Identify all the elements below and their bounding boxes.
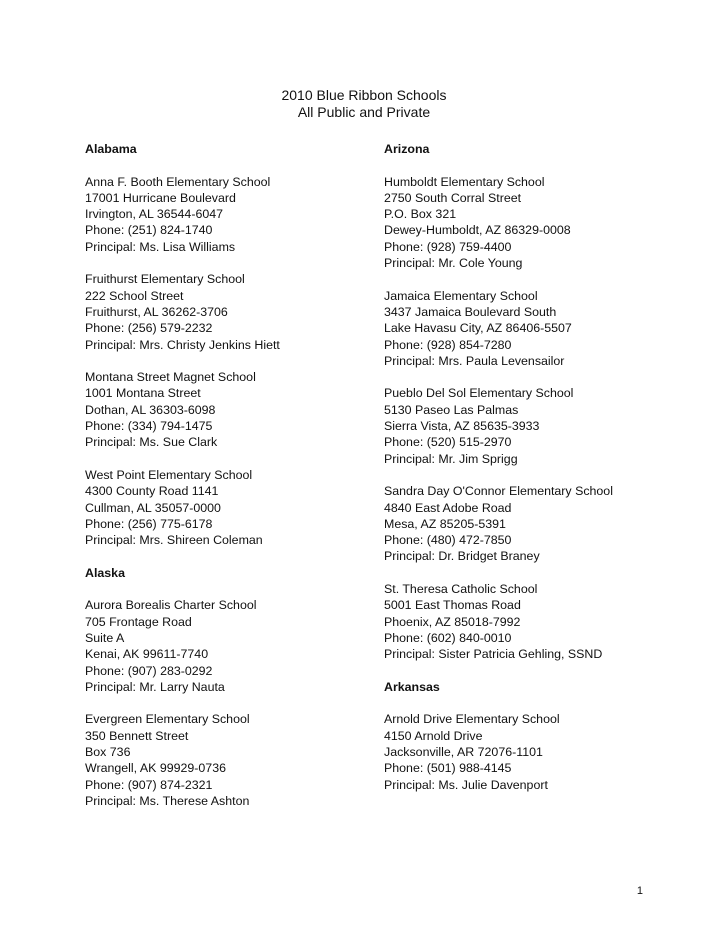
address-line: Wrangell, AK 99929-0736 <box>85 761 226 776</box>
school-entry <box>85 174 375 255</box>
phone-line: Phone: (928) 854-7280 <box>384 337 512 352</box>
state-heading-alabama: Alabama <box>85 142 137 156</box>
school-name: Arnold Drive Elementary School <box>384 712 560 727</box>
phone-line: Phone: (928) 759-4400 <box>384 239 512 254</box>
address-line: Phoenix, AZ 85018-7992 <box>384 614 521 629</box>
state-heading-alaska: Alaska <box>85 565 125 580</box>
principal-line: Principal: Sister Patricia Gehling, SSND <box>384 647 603 662</box>
school-entry <box>85 467 375 548</box>
principal-line: Principal: Ms. Julie Davenport <box>384 777 548 792</box>
phone-line: Phone: (907) 874-2321 <box>85 777 213 792</box>
address-line: 5001 East Thomas Road <box>384 598 521 613</box>
phone-line: Phone: (256) 775-6178 <box>85 516 213 531</box>
school-entry <box>85 597 375 695</box>
document-subtitle: All Public and Private <box>297 104 431 120</box>
school-entry <box>85 711 375 809</box>
address-line: 4150 Arnold Drive <box>384 728 483 743</box>
principal-line: Principal: Mr. Jim Sprigg <box>384 451 518 466</box>
address-line: 222 School Street <box>85 288 184 303</box>
school-entry <box>384 174 714 272</box>
phone-line: Phone: (501) 988-4145 <box>384 761 512 776</box>
school-name: West Point Elementary School <box>85 467 253 482</box>
state-heading-arkansas: Arkansas <box>384 679 440 694</box>
address-line: Kenai, AK 99611-7740 <box>85 647 209 662</box>
address-line: Box 736 <box>85 744 131 759</box>
school-name: Sandra Day O'Connor Elementary School <box>384 484 613 499</box>
address-line: 705 Frontage Road <box>85 614 192 629</box>
principal-line: Principal: Ms. Sue Clark <box>85 435 218 450</box>
left-column <box>85 141 375 825</box>
address-line: 2750 South Corral Street <box>384 190 522 205</box>
address-line: 4840 East Adobe Road <box>384 500 512 515</box>
right-column <box>384 141 714 809</box>
school-name: Humboldt Elementary School <box>384 174 545 189</box>
address-line: Dothan, AL 36303-6098 <box>85 402 216 417</box>
school-entry <box>384 385 714 466</box>
phone-line: Phone: (520) 515-2970 <box>384 435 512 450</box>
address-line: Suite A <box>85 630 125 645</box>
document-title: 2010 Blue Ribbon Schools <box>281 87 447 103</box>
principal-line: Principal: Ms. Lisa Williams <box>85 239 236 254</box>
phone-line: Phone: (251) 824-1740 <box>85 223 213 238</box>
title-block <box>0 87 728 121</box>
school-entry <box>384 483 714 564</box>
school-name: Evergreen Elementary School <box>85 712 250 727</box>
school-entry <box>85 271 375 352</box>
school-name: Pueblo Del Sol Elementary School <box>384 386 574 401</box>
phone-line: Phone: (907) 283-0292 <box>85 663 213 678</box>
address-line: Mesa, AZ 85205-5391 <box>384 516 506 531</box>
school-name: Jamaica Elementary School <box>384 288 538 303</box>
address-line: Lake Havasu City, AZ 86406-5507 <box>384 321 572 336</box>
address-line: P.O. Box 321 <box>384 207 457 222</box>
school-name: St. Theresa Catholic School <box>384 582 538 597</box>
principal-line: Principal: Mr. Cole Young <box>384 256 523 271</box>
address-line: Irvington, AL 36544-6047 <box>85 207 224 222</box>
principal-line: Principal: Mrs. Christy Jenkins Hiett <box>85 337 280 352</box>
address-line: 4300 County Road 1141 <box>85 484 219 499</box>
state-heading-arizona: Arizona <box>384 142 430 156</box>
school-name: Montana Street Magnet School <box>85 370 256 385</box>
address-line: 1001 Montana Street <box>85 386 201 401</box>
phone-line: Phone: (256) 579-2232 <box>85 321 213 336</box>
phone-line: Phone: (602) 840-0010 <box>384 630 512 645</box>
principal-line: Principal: Mrs. Shireen Coleman <box>85 533 263 548</box>
page-number: 1 <box>636 885 643 897</box>
school-entry <box>384 711 714 792</box>
school-name: Fruithurst Elementary School <box>85 272 245 287</box>
address-line: Sierra Vista, AZ 85635-3933 <box>384 419 540 434</box>
phone-line: Phone: (334) 794-1475 <box>85 419 213 434</box>
principal-line: Principal: Ms. Therese Ashton <box>85 793 250 808</box>
principal-line: Principal: Mr. Larry Nauta <box>85 679 225 694</box>
address-line: 3437 Jamaica Boulevard South <box>384 304 557 319</box>
principal-line: Principal: Dr. Bridget Braney <box>384 549 540 564</box>
address-line: Dewey-Humboldt, AZ 86329-0008 <box>384 223 571 238</box>
address-line: 17001 Hurricane Boulevard <box>85 190 236 205</box>
school-entry <box>384 581 714 662</box>
school-entry <box>85 369 375 450</box>
principal-line: Principal: Mrs. Paula Levensailor <box>384 353 565 368</box>
school-name: Aurora Borealis Charter School <box>85 598 257 613</box>
address-line: Jacksonville, AR 72076-1101 <box>384 744 543 759</box>
address-line: Fruithurst, AL 36262-3706 <box>85 304 228 319</box>
address-line: 350 Bennett Street <box>85 728 189 743</box>
school-name: Anna F. Booth Elementary School <box>85 174 271 189</box>
school-entry <box>384 288 714 369</box>
phone-line: Phone: (480) 472-7850 <box>384 533 512 548</box>
address-line: 5130 Paseo Las Palmas <box>384 402 519 417</box>
address-line: Cullman, AL 35057-0000 <box>85 500 221 515</box>
